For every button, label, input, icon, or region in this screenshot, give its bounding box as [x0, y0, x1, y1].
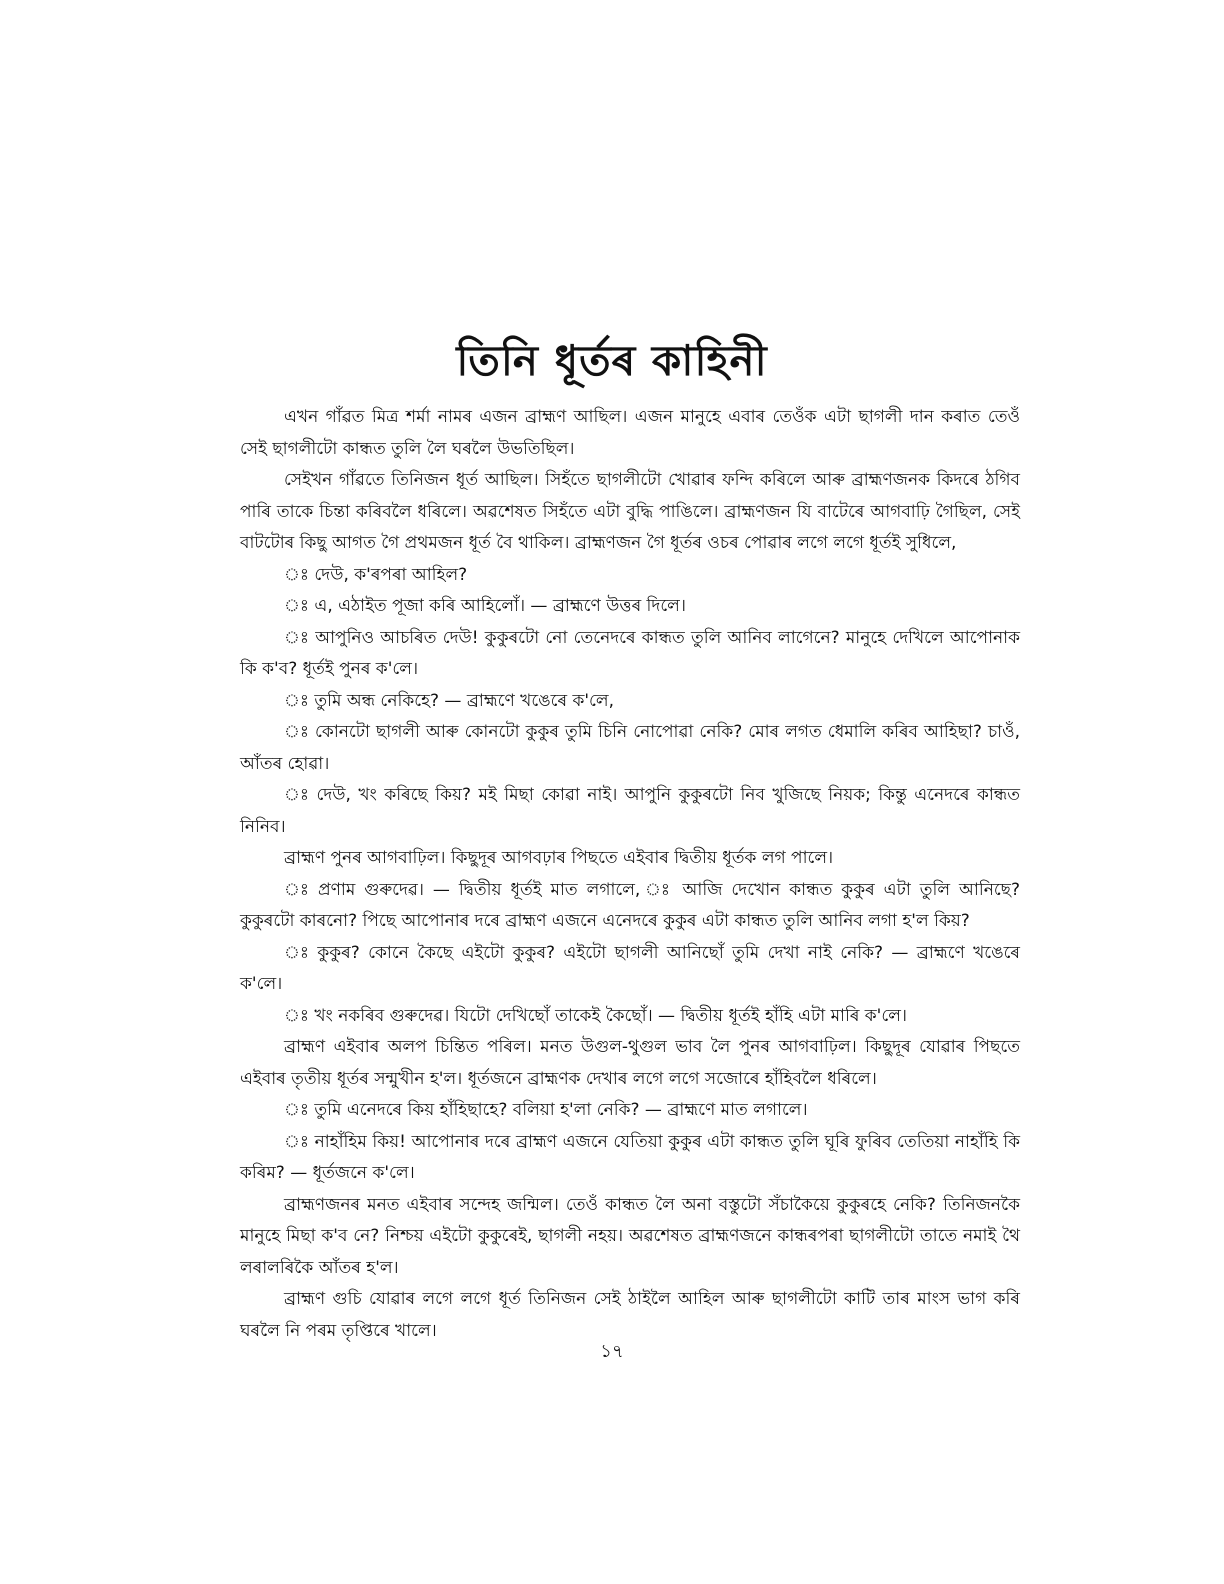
- story-body: [240, 402, 1020, 1347]
- paragraph: ঃ দেউ, খং কৰিছে কিয়? মই মিছা কোৱা নাই। আপুনি কুকুৰটো নিব খুজিছে নিয়ক; কিন্তু এনেদৰে কান্ধত নিনিব।: [240, 785, 1020, 837]
- page-number: ১৭: [600, 1341, 624, 1362]
- paragraph: সেইখন গাঁৱতে তিনিজন ধূৰ্ত আছিল। সিহঁতে ছাগলীটো খোৱাৰ ফন্দি কৰিলে আৰু ব্ৰাহ্মণজনক কিদৰে ঠগিব পাৰি তাকে চিন্তা কৰিবলৈ ধৰিলে। অৱশেষত সিহঁতে এটা বুদ্ধি পাঙিলে। ব্ৰাহ্মণজন যি বাটেৰে আগবাঢ়ি গৈছিল, সেই বাটটোৰ কিছু আগত গৈ প্ৰথমজন ধূৰ্ত বৈ থাকিল। ব্ৰাহ্মণজন গৈ ধূৰ্তৰ ওচৰ পোৱাৰ লগে লগে ধূৰ্তই সুধিলে,: [240, 470, 1020, 553]
- paragraph: ঃ নাহাঁহিম কিয়! আপোনাৰ দৰে ব্ৰাহ্মণ এজনে যেতিয়া কুকুৰ এটা কান্ধত তুলি ঘূৰি ফুৰিব তেতিয়া নাহাঁহি কি কৰিম? — ধূৰ্তজনে ক'লে।: [240, 1131, 1020, 1183]
- paragraph: ঃ দেউ, ক'ৰপৰা আহিল?: [284, 564, 468, 585]
- paragraph: ব্ৰাহ্মণ পুনৰ আগবাঢ়িল। কিছুদূৰ আগবঢ়াৰ পিছতে এইবাৰ দ্বিতীয় ধূৰ্তক লগ পালে।: [284, 848, 834, 868]
- paragraph: ঃ খং নকৰিব গুৰুদেৱ। যিটো দেখিছোঁ তাকেই কৈছোঁ। — দ্বিতীয় ধূৰ্তই হাঁহি এটা মাৰি ক'লে।: [284, 1005, 908, 1026]
- paragraph: ঃ কুকুৰ? কোনে কৈছে এইটো কুকুৰ? এইটো ছাগলী আনিছোঁ তুমি দেখা নাই নেকি? — ব্ৰাহ্মণে খঙেৰে ক'লে।: [240, 942, 1020, 994]
- page-title: তিনি ধূৰ্তৰ কাহিনী: [456, 336, 768, 386]
- paragraph: ঃ আপুনিও আচৰিত দেউ! কুকুৰটো নো তেনেদৰে কান্ধত তুলি আনিব লাগেনে? মানুহে দেখিলে আপোনাক কি ক'ব? ধূৰ্তই পুনৰ ক'লে।: [240, 627, 1020, 679]
- paragraph: ব্ৰাহ্মণ এইবাৰ অলপ চিন্তিত পৰিল। মনত উগুল-থুগুল ভাব লৈ পুনৰ আগবাঢ়িল। কিছুদূৰ যোৱাৰ পিছতে এইবাৰ তৃতীয় ধূৰ্তৰ সন্মুখীন হ'ল। ধূৰ্তজনে ব্ৰাহ্মণক দেখাৰ লগে লগে সজোৰে হাঁহিবলৈ ধৰিলে।: [240, 1037, 1020, 1089]
- paragraph: ঃ প্ৰণাম গুৰুদেৱ। — দ্বিতীয় ধূৰ্তই মাত লগালে, ঃ আজি দেখোন কান্ধত কুকুৰ এটা তুলি আনিছে? কুকুৰটো কাৰনো? পিছে আপোনাৰ দৰে ব্ৰাহ্মণ এজনে এনেদৰে কুকুৰ এটা কান্ধত তুলি আনিব লগা হ'ল কিয়?: [240, 879, 1020, 931]
- paragraph: ব্ৰাহ্মণ গুচি যোৱাৰ লগে লগে ধূৰ্ত তিনিজন সেই ঠাইলৈ আহিল আৰু ছাগলীটো কাটি তাৰ মাংস ভাগ কৰি ঘৰলৈ নি পৰম তৃপ্তিৰে খালে।: [240, 1289, 1020, 1341]
- paragraph: ঃ এ, এঠাইত পূজা কৰি আহিলোঁ। — ব্ৰাহ্মণে উত্তৰ দিলে।: [284, 596, 686, 616]
- paragraph: ঃ তুমি অন্ধ নেকিহে? — ব্ৰাহ্মণে খঙেৰে ক'লে,: [284, 690, 614, 711]
- paragraph: ঃ তুমি এনেদৰে কিয় হাঁহিছাহে? বলিয়া হ'লা নেকি? — ব্ৰাহ্মণে মাত লগালে।: [284, 1100, 808, 1120]
- paragraph: ব্ৰাহ্মণজনৰ মনত এইবাৰ সন্দেহ জন্মিল। তেওঁ কান্ধত লৈ অনা বস্তুটো সঁচাকৈয়ে কুকুৰহে নেকি? তিনিজনকৈ মানুহে মিছা ক'ব নে? নিশ্চয় এইটো কুকুৰেই, ছাগলী নহয়। অৱশেষত ব্ৰাহ্মণজনে কান্ধৰপৰা ছাগলীটো তাতে নমাই থৈ লৰালৰিকৈ আঁতৰ হ'ল।: [240, 1194, 1020, 1278]
- paragraph: ঃ কোনটো ছাগলী আৰু কোনটো কুকুৰ তুমি চিনি নোপোৱা নেকি? মোৰ লগত ধেমালি কৰিব আহিছা? চাওঁ, আঁতৰ হোৱা।: [240, 722, 1020, 774]
- paragraph: এখন গাঁৱত মিত্ৰ শৰ্মা নামৰ এজন ব্ৰাহ্মণ আছিল। এজন মানুহে এবাৰ তেওঁক এটা ছাগলী দান কৰাত তেওঁ সেই ছাগলীটো কান্ধত তুলি লৈ ঘৰলৈ উভতিছিল।: [240, 407, 1020, 459]
